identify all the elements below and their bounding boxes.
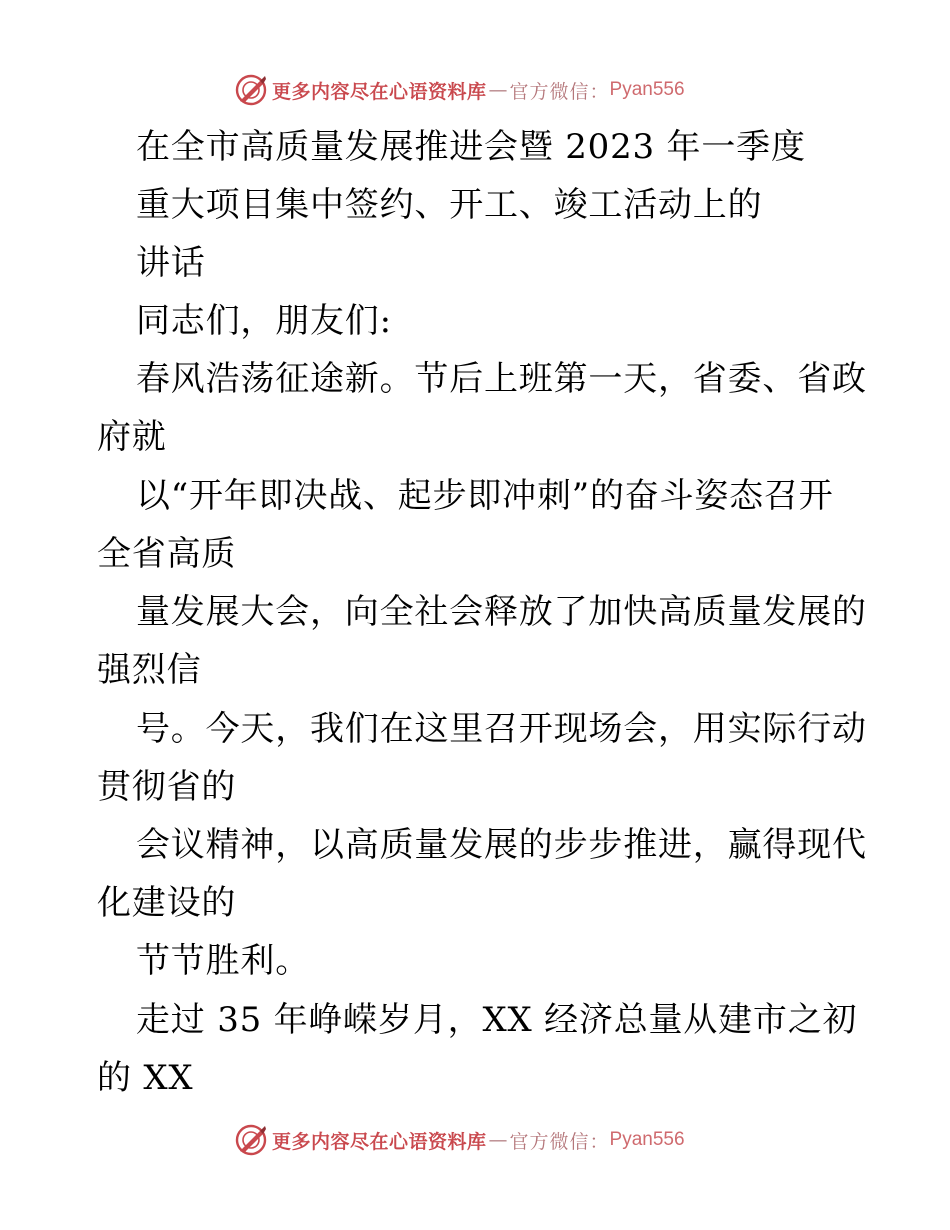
brand-logo-icon [234, 1123, 268, 1157]
title-line-1: 在全市高质量发展推进会暨 2023 年一季度 [136, 127, 806, 167]
paragraph-line: 强烈信 [97, 650, 202, 690]
footer-wechat-id: Pyan556 [609, 1129, 685, 1150]
paragraph-line: 的 XX [97, 1058, 194, 1098]
header-dash: — [488, 79, 508, 101]
paragraph-line: 会议精神，以高质量发展的步步推进，赢得现代 [136, 825, 867, 865]
footer-brand-text: 更多内容尽在心语资料库 [272, 1130, 487, 1153]
paragraph-line: 化建设的 [97, 883, 237, 923]
paragraph-line: 量发展大会，向全社会释放了加快高质量发展的 [136, 592, 867, 632]
title-line-2: 重大项目集中签约、开工、竣工活动上的 [136, 185, 763, 225]
brand-logo-icon [234, 73, 268, 107]
footer-watermark [234, 1122, 685, 1158]
paragraph-line: 以“开年即决战、起步即冲刺”的奋斗姿态召开 [136, 476, 834, 516]
salutation-line: 同志们，朋友们: [136, 301, 392, 341]
paragraph-line: 府就 [97, 417, 167, 457]
paragraph-line: 节节胜利。 [136, 941, 310, 981]
footer-wechat-label: 官方微信： [509, 1130, 610, 1153]
footer-dash: — [488, 1129, 508, 1151]
header-brand-text: 更多内容尽在心语资料库 [272, 80, 487, 103]
header-watermark [234, 72, 685, 108]
title-line-3: 讲话 [136, 243, 206, 283]
paragraph-line: 全省高质 [97, 534, 237, 574]
header-wechat-label: 官方微信： [509, 80, 610, 103]
paragraph-line: 春风浩荡征途新。节后上班第一天，省委、省政 [136, 359, 867, 399]
paragraph-line: 走过 35 年峥嵘岁月，XX 经济总量从建市之初 [136, 1000, 858, 1040]
paragraph-line: 号。今天，我们在这里召开现场会，用实际行动 [136, 709, 867, 749]
header-wechat-id: Pyan556 [609, 79, 685, 100]
paragraph-line: 贯彻省的 [97, 767, 237, 807]
